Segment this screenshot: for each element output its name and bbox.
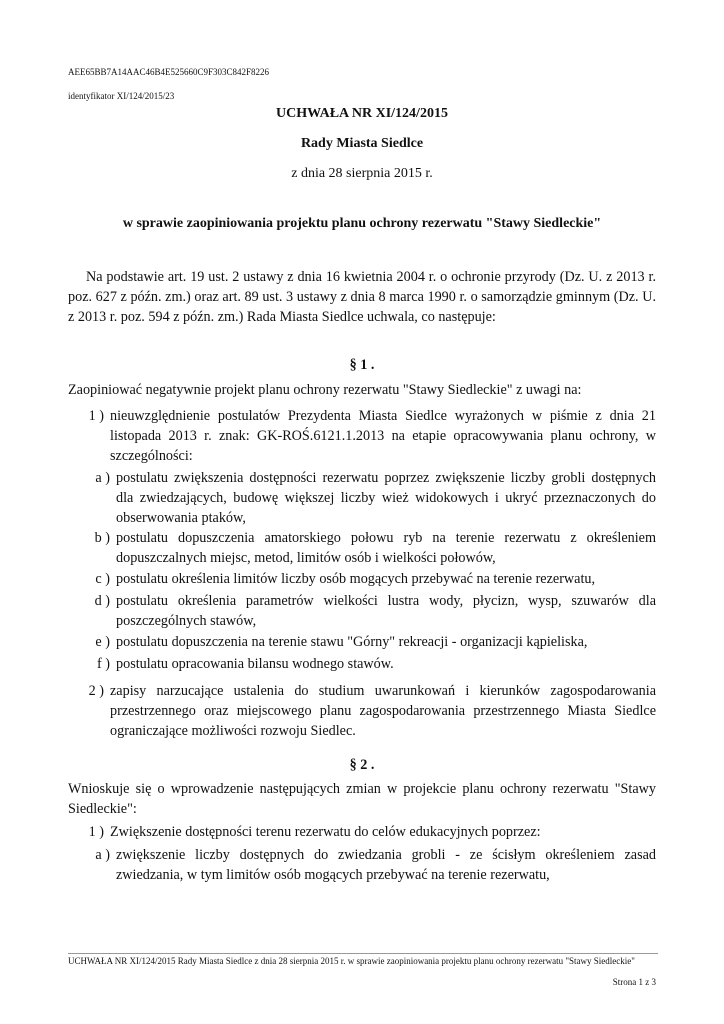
item-text: postulatu opracowania bilansu wodnego stawów. <box>116 656 394 672</box>
item-text: postulatu dopuszczenia na terenie stawu "Górny" rekreacji - organizacji kąpieliska, <box>116 634 588 650</box>
council-name: Rady Miasta Siedlce <box>300 136 424 151</box>
item-text: postulatu zwiększenia dostępności rezerwatu poprzez zwiększenie liczby grobli dostępnych dla zwiedzających, budowę większej liczby wież widokowych i ukryć przeznaczonych do obserwowania ptaków, <box>116 470 656 526</box>
item-number: a ) <box>95 470 110 486</box>
resolution-title: UCHWAŁA NR XI/124/2015 <box>276 106 448 121</box>
item-number: c ) <box>95 571 110 587</box>
document-hash: AEE65BB7A14AAC46B4E525660C9F303C842F8226 <box>68 67 270 77</box>
item-number: b ) <box>94 530 110 546</box>
item-number: d ) <box>94 593 110 609</box>
section-2-heading: § 2 . <box>349 757 375 773</box>
item-number: a ) <box>95 847 110 863</box>
item-text: zapisy narzucające ustalenia do studium uwarunkowań i kierunków zagospodarowania przestrzennego oraz miejscowego planu zagospodarowania przestrzennego Miasta Siedlce ograniczające możliwości rozwoju Siedlec. <box>110 683 656 739</box>
footer-divider <box>68 953 658 954</box>
page-footer: UCHWAŁA NR XI/124/2015 Rady Miasta Siedlce z dnia 28 sierpnia 2015 r. w sprawie zaopiniowania projektu planu ochrony rezerwatu "Stawy Siedleckie" <box>68 956 635 966</box>
page-number: Strona 1 z 3 <box>612 977 656 987</box>
item-text: nieuwzględnienie postulatów Prezydenta Miasta Siedlce wyrażonych w piśmie z dnia 21 listopada 2013 r. znak: GK-ROŚ.6121.1.2013 na etapie opracowywania planu ochrony, w szczególności: <box>110 408 656 464</box>
item-text: postulatu określenia parametrów wielkości lustra wody, płycizn, wysp, szuwarów dla poszczególnych stawów, <box>116 593 656 629</box>
section-1-heading: § 1 . <box>349 357 375 373</box>
item-text: Zwiększenie dostępności terenu rezerwatu do celów edukacyjnych poprzez: <box>110 824 541 840</box>
item-number: 2 ) <box>88 683 104 699</box>
document-identifier: identyfikator XI/124/2015/23 <box>68 91 175 101</box>
item-number: 1 ) <box>88 824 104 840</box>
resolution-subject: w sprawie zaopiniowania projektu planu ochrony rezerwatu "Stawy Siedleckie" <box>122 216 602 231</box>
section-2-intro: Wnioskuje się o wprowadzenie następujących zmian w projekcie planu ochrony rezerwatu "Stawy Siedleckie": <box>68 781 656 817</box>
section-1-intro: Zaopiniować negatywnie projekt planu ochrony rezerwatu "Stawy Siedleckie" z uwagi na: <box>68 382 582 398</box>
resolution-date: z dnia 28 sierpnia 2015 r. <box>291 166 433 181</box>
item-text: postulatu określenia limitów liczby osób mogących przebywać na terenie rezerwatu, <box>116 571 596 587</box>
item-text: zwiększenie liczby dostępnych do zwiedzania grobli - ze ścisłym określeniem zasad zwiedzania, w tym limitów osób mogących przebywać na terenie rezerwatu, <box>116 847 656 883</box>
legal-basis-paragraph: Na podstawie art. 19 ust. 2 ustawy z dnia 16 kwietnia 2004 r. o ochronie przyrody (Dz. U. z 2013 r. poz. 627 z późn. zm.) oraz art. 89 ust. 3 ustawy z dnia 8 marca 1990 r. o samorządzie gminnym (Dz. U. z 2013 r. poz. 594 z późn. zm.) Rada Miasta Siedlce uchwala, co następuje: <box>68 269 656 325</box>
item-number: f ) <box>97 656 110 672</box>
item-text: postulatu dopuszczenia amatorskiego połowu ryb na terenie rezerwatu z określeniem dopuszczalnych miejsc, metod, limitów osób i wielkości połowów, <box>116 530 656 566</box>
item-number: 1 ) <box>88 408 104 424</box>
item-number: e ) <box>95 634 110 650</box>
